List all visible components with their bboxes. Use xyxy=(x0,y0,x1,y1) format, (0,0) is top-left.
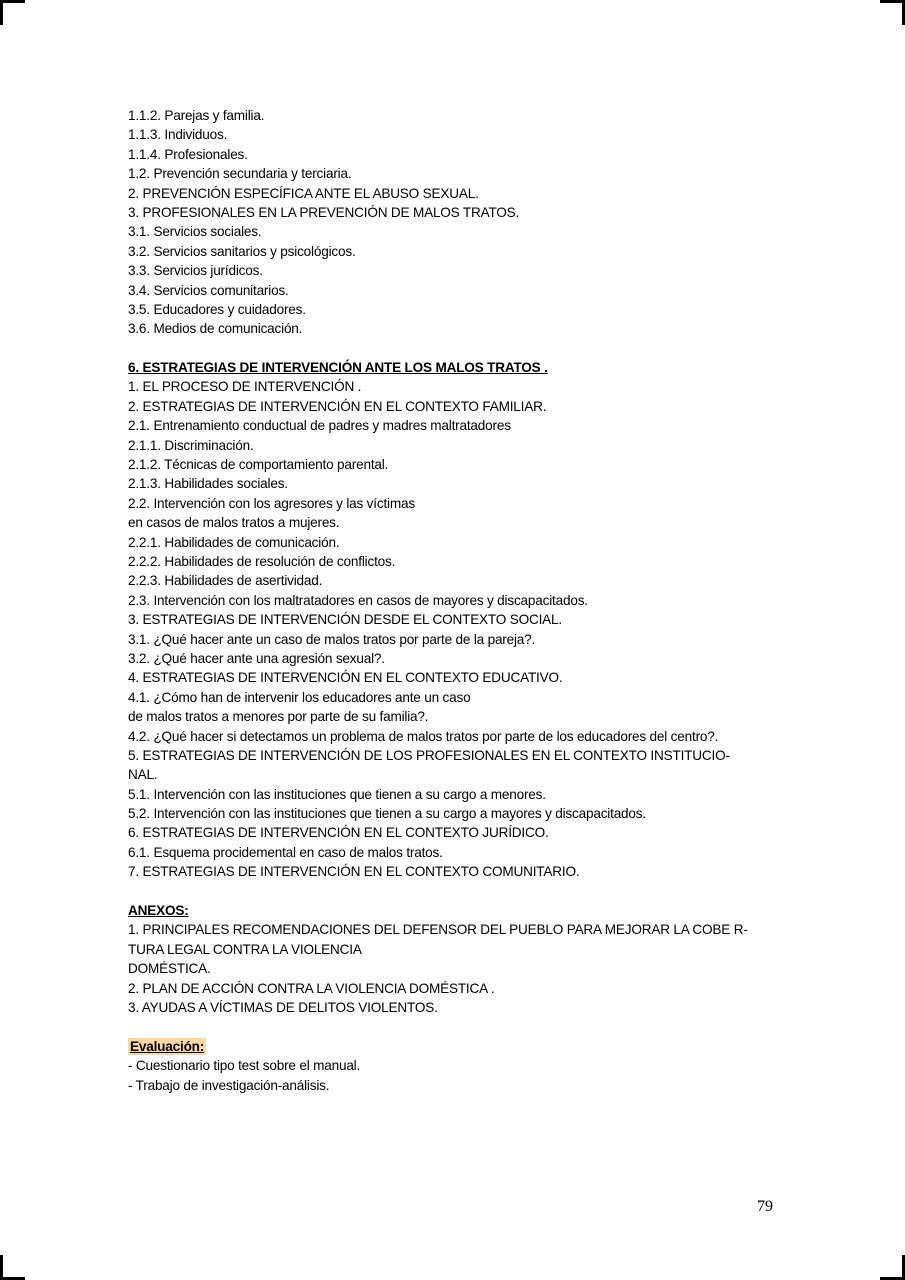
text-line: 2. PLAN DE ACCIÓN CONTRA LA VIOLENCIA DOMÉSTICA . xyxy=(128,980,495,996)
text-line: - Trabajo de investigación-análisis. xyxy=(128,1077,330,1093)
text-line: 2. PREVENCIÓN ESPECÍFICA ANTE EL ABUSO SEXUAL. xyxy=(128,185,479,201)
text-line: 6. ESTRATEGIAS DE INTERVENCIÓN EN EL CONTEXTO JURÍDICO. xyxy=(128,825,549,841)
text-line: 2.3. Intervención con los maltratadores en casos de mayores y discapacitados. xyxy=(128,592,588,608)
text-line: TURA LEGAL CONTRA LA VIOLENCIA xyxy=(128,941,362,957)
text-line: 1.1.3. Individuos. xyxy=(128,127,228,143)
text-line: 3.1. ¿Qué hacer ante un caso de malos tratos por parte de la pareja?. xyxy=(128,631,536,647)
text-line: 3. PROFESIONALES EN LA PREVENCIÓN DE MALOS TRATOS. xyxy=(128,204,520,220)
text-line: - Cuestionario tipo test sobre el manual. xyxy=(128,1058,361,1074)
text-line: 1. EL PROCESO DE INTERVENCIÓN . xyxy=(128,379,362,395)
text-line: 2.2.2. Habilidades de resolución de conflictos. xyxy=(128,553,396,569)
text-line: 1. PRINCIPALES RECOMENDACIONES DEL DEFENSOR DEL PUEBLO PARA MEJORAR LA COBE R- xyxy=(128,922,748,938)
text-line: 2.1.2. Técnicas de comportamiento parental. xyxy=(128,457,389,473)
text-line: 5.1. Intervención con las instituciones que tienen a su cargo a menores. xyxy=(128,786,546,802)
section-heading xyxy=(128,1037,818,1056)
text-line: 3.6. Medios de comunicación. xyxy=(128,321,303,337)
document-lines xyxy=(128,106,818,1095)
blank-line xyxy=(128,339,818,358)
text-line: 2.2. Intervención con los agresores y las víctimas xyxy=(128,495,415,511)
blank-line xyxy=(128,882,818,901)
text-line: 2.2.3. Habilidades de asertividad. xyxy=(128,573,323,589)
section-heading: 6. ESTRATEGIAS DE INTERVENCIÓN ANTE LOS MALOS TRATOS . xyxy=(128,360,548,376)
text-line: 7. ESTRATEGIAS DE INTERVENCIÓN EN EL CONTEXTO COMUNITARIO. xyxy=(128,864,580,880)
text-line: 6.1. Esquema procidemental en caso de malos tratos. xyxy=(128,844,443,860)
text-line: 5.2. Intervención con las instituciones que tienen a su cargo a mayores y discapacitados. xyxy=(128,806,646,822)
text-line: 3.3. Servicios jurídicos. xyxy=(128,263,263,279)
page-corner-mark xyxy=(880,1255,905,1280)
page-number: 79 xyxy=(757,1198,773,1215)
highlighted-heading-text: Evaluación: xyxy=(130,1038,205,1054)
text-line: 4.2. ¿Qué hacer si detectamos un problema de malos tratos por parte de los educadores del centro?. xyxy=(128,728,719,744)
text-line: 1.2. Prevención secundaria y terciaria. xyxy=(128,166,352,182)
text-line: 3.2. Servicios sanitarios y psicológicos. xyxy=(128,243,356,259)
section-heading: ANEXOS: xyxy=(128,903,189,919)
page-corner-mark xyxy=(0,1255,25,1280)
page-corner-mark xyxy=(880,0,905,25)
text-line: 4.1. ¿Cómo han de intervenir los educadores ante un caso xyxy=(128,689,471,705)
page-corner-mark xyxy=(0,0,25,25)
text-line: 3.1. Servicios sociales. xyxy=(128,224,262,240)
text-line: en casos de malos tratos a mujeres. xyxy=(128,515,340,531)
text-line: 3.4. Servicios comunitarios. xyxy=(128,282,289,298)
text-line: 2. ESTRATEGIAS DE INTERVENCIÓN EN EL CONTEXTO FAMILIAR. xyxy=(128,398,547,414)
text-line: 1.1.2. Parejas y familia. xyxy=(128,108,265,123)
text-line: 4. ESTRATEGIAS DE INTERVENCIÓN EN EL CONTEXTO EDUCATIVO. xyxy=(128,670,563,686)
text-line: 1.1.4. Profesionales. xyxy=(128,146,248,162)
text-line: NAL. xyxy=(128,767,158,783)
text-line: 2.1.1. Discriminación. xyxy=(128,437,254,453)
text-line: 2.1.3. Habilidades sociales. xyxy=(128,476,288,492)
text-line: de malos tratos a menores por parte de su familia?. xyxy=(128,709,429,725)
text-line: 5. ESTRATEGIAS DE INTERVENCIÓN DE LOS PROFESIONALES EN EL CONTEXTO INSTITUCIO- xyxy=(128,747,730,763)
text-line: 2.2.1. Habilidades de comunicación. xyxy=(128,534,340,550)
text-line: 2.1. Entrenamiento conductual de padres y madres maltratadores xyxy=(128,418,511,434)
text-line: 3.2. ¿Qué hacer ante una agresión sexual?. xyxy=(128,650,385,666)
text-line: 3.5. Educadores y cuidadores. xyxy=(128,301,306,317)
text-line: 3. ESTRATEGIAS DE INTERVENCIÓN DESDE EL CONTEXTO SOCIAL. xyxy=(128,612,562,628)
text-line: 3. AYUDAS A VÍCTIMAS DE DELITOS VIOLENTOS. xyxy=(128,999,438,1015)
text-line: DOMÉSTICA. xyxy=(128,961,211,977)
blank-line xyxy=(128,1017,818,1036)
